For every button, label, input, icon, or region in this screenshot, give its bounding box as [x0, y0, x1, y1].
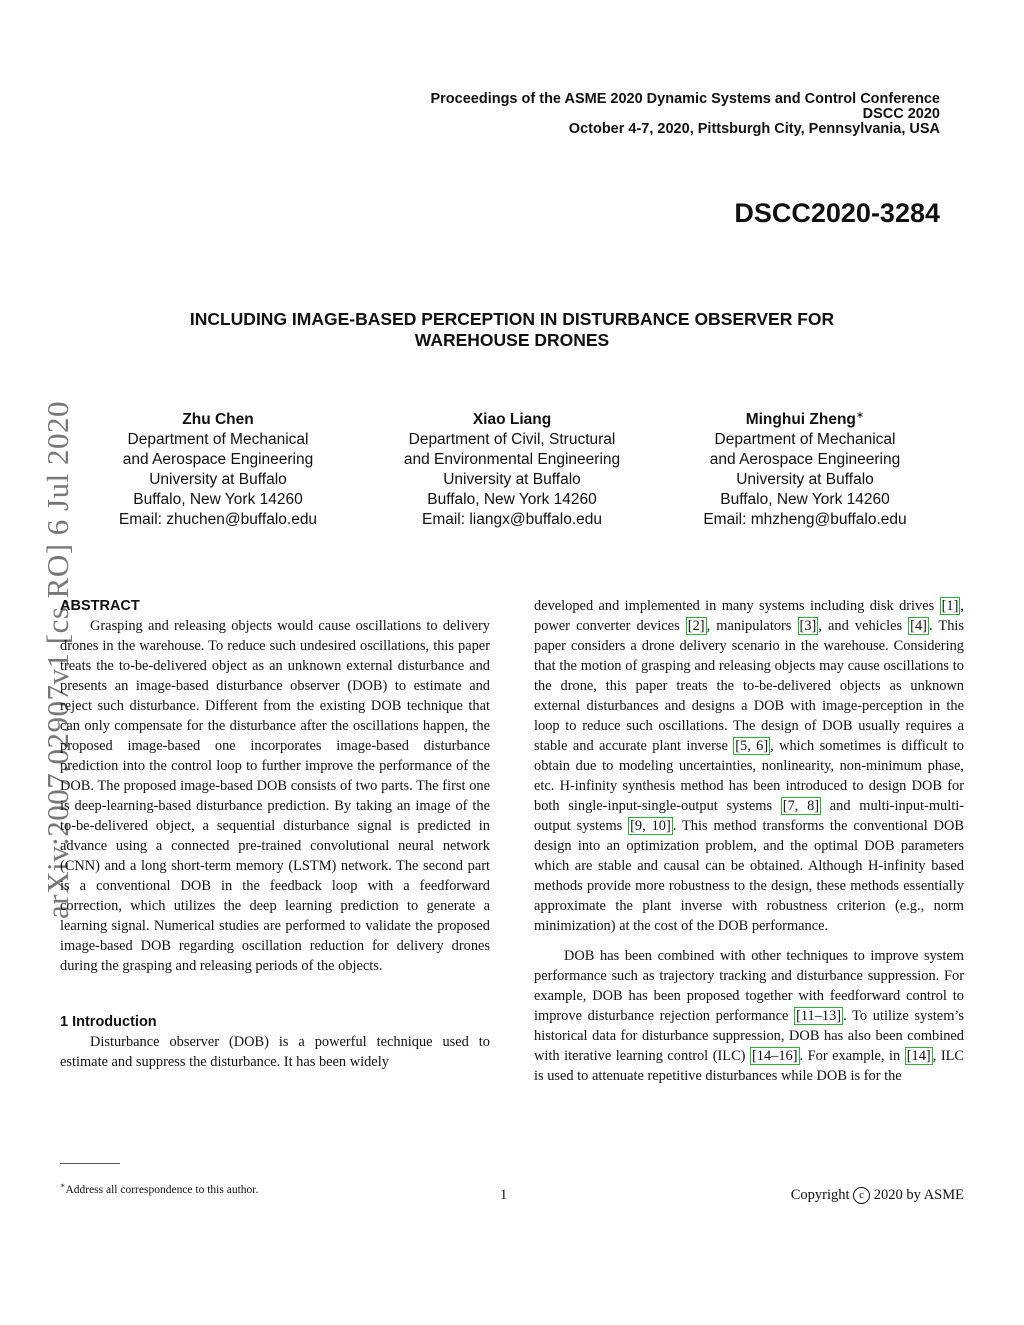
- author-department: Department of Mechanical: [714, 431, 896, 449]
- author-city: Buffalo, New York 14260: [133, 491, 303, 509]
- citation-link[interactable]: [2]: [687, 618, 705, 634]
- citation-link[interactable]: [14]: [906, 1048, 931, 1064]
- author-name: Minghui Zheng∗: [745, 410, 865, 429]
- page-number: 1: [500, 1187, 508, 1203]
- left-column: [60, 596, 490, 1072]
- citation-link[interactable]: [1]: [941, 598, 959, 614]
- paper-title: [120, 309, 904, 351]
- citation-link[interactable]: [4]: [910, 618, 927, 634]
- citation-link[interactable]: [9, 10]: [630, 818, 671, 834]
- conference-name: Proceedings of the ASME 2020 Dynamic Systems and Control Conference: [430, 91, 940, 107]
- author-department: Department of Civil, Structural: [408, 431, 616, 449]
- corresponding-author-mark: ∗: [855, 410, 865, 421]
- right-column: [534, 596, 964, 1086]
- author-name: Xiao Liang: [472, 411, 552, 429]
- abstract-text: Grasping and releasing objects would cause oscillations to delivery drones in the warehouse. To reduce such undesired oscillations, this paper treats the to-be-delivered object as an unknown external disturbance and presents an image-based disturbance observer (DOB) to estimate and reject such disturbance. Different from the existing DOB technique that can only compensate for the disturbance after the oscillations happen, the proposed image-based one incorporates image-based disturbance prediction into the control loop to further improve the performance of the DOB. The proposed image-based DOB consists of two parts. The first one is deep-learning-based disturbance prediction. By taking an image of the to-be-delivered object, a sequential disturbance signal is predicted in advance using a connected pre-trained convolutional neural network (CNN) and a long short-term memory (LSTM) network. The second part is a conventional DOB in the feedback loop with a feedforward correction, which utilizes the deep learning prediction to generate a learning signal. Numerical studies are performed to validate the proposed image-based DOB regarding oscillation reduction for delivery drones during the grasping and releasing periods of the objects.: [60, 618, 490, 974]
- author-email: Email: zhuchen@buffalo.edu: [118, 511, 318, 529]
- author-city: Buffalo, New York 14260: [720, 491, 890, 509]
- author-university: University at Buffalo: [736, 471, 874, 489]
- body-paragraph: developed and implemented in many systems including disk drives [1] , power converter devices [2] , manipulators [3] , and vehicles [4] . This paper considers a drone delivery scenario in the warehouse. Considering that the motion of grasping and releasing objects may cause oscillations to the drone, this paper treats the to-be-delivered objects as unknown external disturbances and designs a DOB with image-perception in the loop to reduce such oscillations. The design of DOB usually requires a stable and accurate plant inverse [5, 6] , which sometimes is difficult to obtain due to modeling uncertainties, nonlinearity, non-minimum phase, etc. H-infinity synthesis method has been introduced to design DOB for both single-input-single-output systems [7, 8] and multi-input-multi-output systems [9, 10] . This method transforms the conventional DOB design into an optimization problem, and the optimal DOB parameters which are stable and causal can be obtained. Although H-infinity based methods provide more robustness to the design, these methods essentially approximate the plant inverse with robustness criterion (e.g., norm minimization) at the cost of the DOB performance.: [534, 598, 965, 934]
- citation-link[interactable]: [11–13]: [796, 1008, 842, 1024]
- author-university: University at Buffalo: [149, 471, 287, 489]
- author-block: [372, 406, 652, 530]
- author-email: Email: mhzheng@buffalo.edu: [703, 511, 907, 529]
- author-block: [78, 406, 358, 530]
- title-line-2: WAREHOUSE DRONES: [414, 330, 610, 350]
- title-line-1: INCLUDING IMAGE-BASED PERCEPTION IN DISTURBANCE OBSERVER FOR: [189, 309, 835, 329]
- author-department-2: and Aerospace Engineering: [709, 451, 901, 469]
- footnote: ∗Address all correspondence to this author.: [60, 1181, 259, 1196]
- footnote-mark: ∗: [60, 1181, 66, 1190]
- paper-id: DSCC2020-3284: [734, 198, 940, 228]
- conference-acronym: DSCC 2020: [862, 106, 940, 122]
- arxiv-stamp: arXiv:2007.02907v1 [cs.RO] 6 Jul 2020: [40, 401, 75, 919]
- conference-date-location: October 4-7, 2020, Pittsburgh City, Pennsylvania, USA: [568, 121, 940, 137]
- author-department: Department of Mechanical: [127, 431, 309, 449]
- author-email: Email: liangx@buffalo.edu: [421, 511, 603, 529]
- citation-link[interactable]: [7, 8]: [782, 798, 820, 814]
- intro-paragraph: Disturbance observer (DOB) is a powerful technique used to estimate and suppress the disturbance. It has been widely: [60, 1034, 490, 1070]
- body-paragraph: DOB has been combined with other techniques to improve system performance such as trajectory tracking and disturbance suppression. For example, DOB has been proposed together with feedforward control to improve disturbance rejection performance [11–13] . To utilize system’s historical data for disturbance suppression, DOB has also been combined with iterative learning control (ILC) [14–16] . For example, in [14] , ILC is used to attenuate repetitive disturbances while DOB is for the: [534, 948, 964, 1084]
- section-heading-introduction: 1 Introduction: [60, 1014, 157, 1030]
- author-block: [665, 406, 945, 530]
- citation-link[interactable]: [5, 6]: [735, 738, 769, 754]
- footnote-rule: [60, 1163, 120, 1164]
- abstract-heading: ABSTRACT: [60, 598, 140, 614]
- author-department-2: and Environmental Engineering: [403, 451, 621, 469]
- copyright-notice: Copyright c 2020 by ASME: [790, 1187, 964, 1203]
- author-name: Zhu Chen: [182, 411, 254, 429]
- citation-link[interactable]: [3]: [799, 618, 817, 634]
- author-university: University at Buffalo: [443, 471, 581, 489]
- citation-link[interactable]: [14–16]: [751, 1048, 798, 1064]
- copyright-icon: c: [853, 1187, 870, 1204]
- author-city: Buffalo, New York 14260: [427, 491, 597, 509]
- conference-header: [320, 92, 940, 137]
- author-department-2: and Aerospace Engineering: [122, 451, 314, 469]
